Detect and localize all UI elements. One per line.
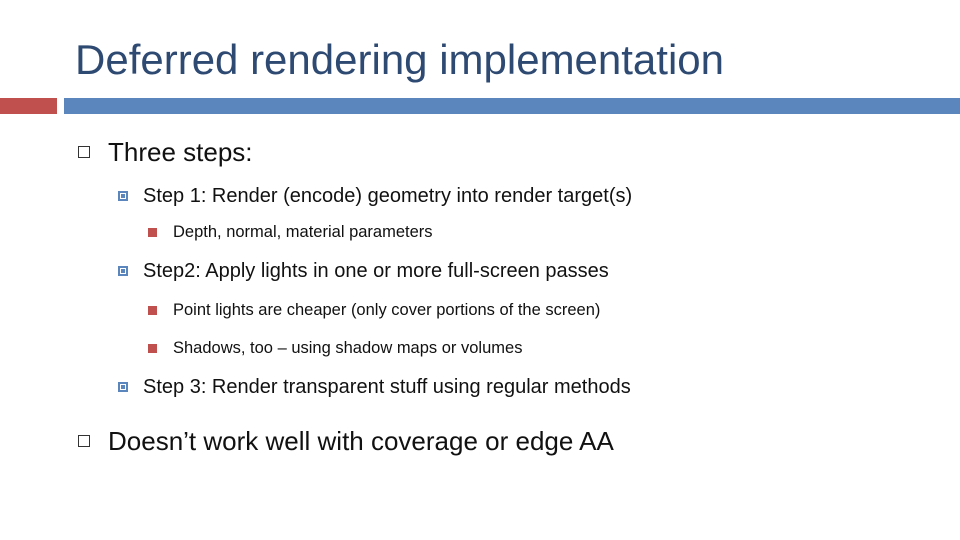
solid-square-bullet-icon [148,228,157,237]
bullet-level1-text: Doesn’t work well with coverage or edge AA [108,426,614,456]
bullet-level3-text: Shadows, too – using shadow maps or volumes [173,339,523,357]
slide-title: Deferred rendering implementation [75,36,725,83]
hollow-square-bullet-icon [78,435,90,447]
bullet-level2-text: Step2: Apply lights in one or more full-screen passes [143,260,609,282]
bullet-level2-text: Step 3: Render transparent stuff using regular methods [143,376,631,398]
bullet-level1-text: Three steps: [108,137,253,167]
framed-square-bullet-icon [118,191,128,201]
bullet-level3-text: Point lights are cheaper (only cover portions of the screen) [173,301,601,319]
solid-square-bullet-icon [148,306,157,315]
framed-square-bullet-icon [118,266,128,276]
bullet-level2-text: Step 1: Render (encode) geometry into render target(s) [143,185,633,207]
framed-square-bullet-icon [118,382,128,392]
bullet-level3-text: Depth, normal, material parameters [173,223,433,241]
hollow-square-bullet-icon [78,146,90,158]
solid-square-bullet-icon [148,344,157,353]
